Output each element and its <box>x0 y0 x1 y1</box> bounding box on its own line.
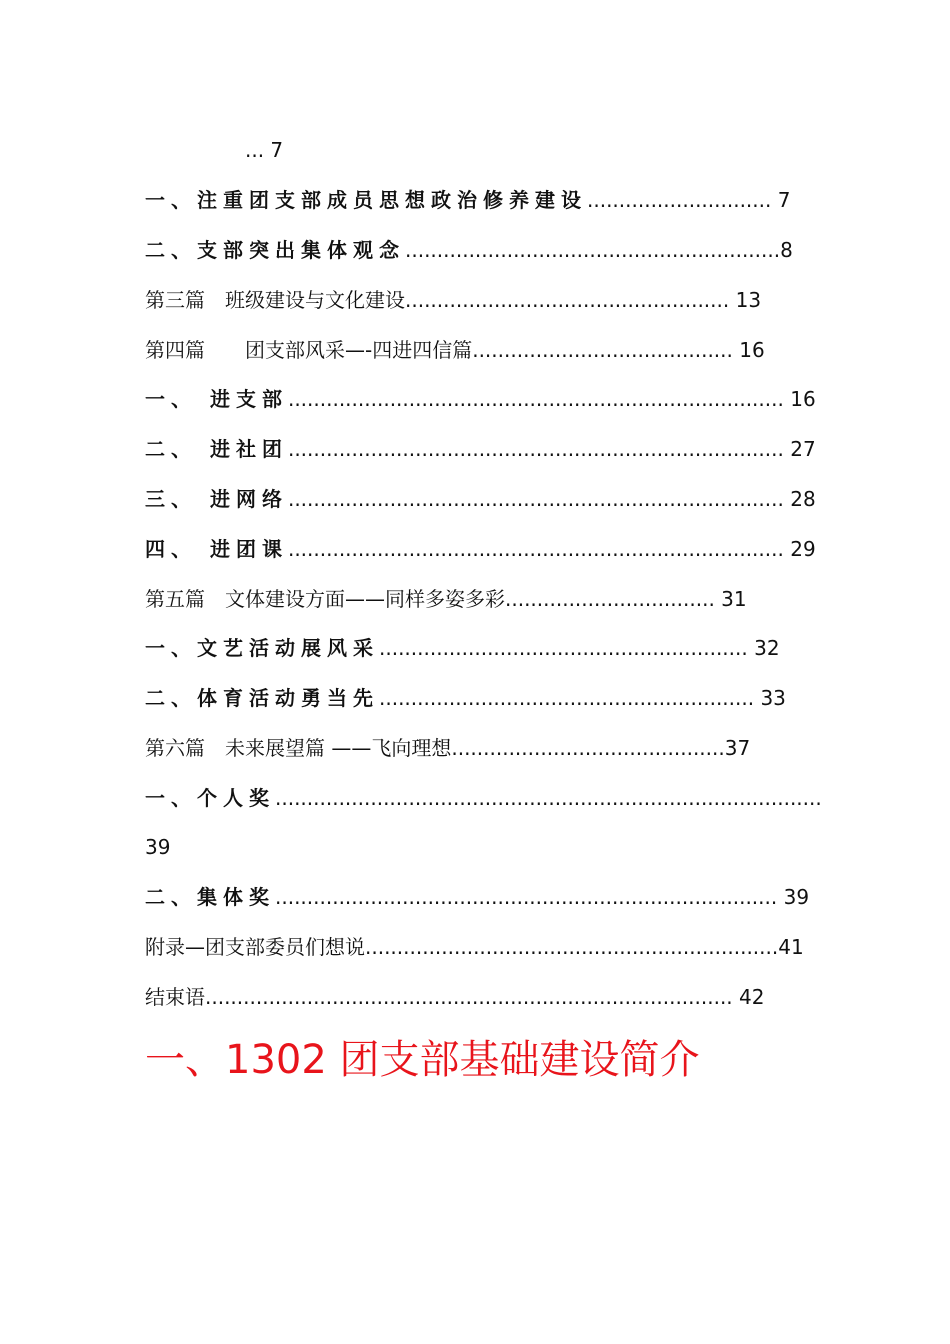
toc-leader-dots: ......................................... <box>472 338 733 362</box>
toc-leader-dots: ........................................... <box>451 736 725 760</box>
toc-leader-dots: ...................................................................................... <box>275 786 822 810</box>
toc-text: ... 7 <box>245 138 284 162</box>
toc-label: 一、 进支部 <box>145 387 288 411</box>
toc-entry[interactable] <box>145 783 822 813</box>
toc-label: 一、个人奖 <box>145 786 275 810</box>
toc-leader-dots: .............................................................................. <box>287 487 784 511</box>
toc-leader-dots: ............................................................................... <box>275 885 778 909</box>
toc-entry[interactable] <box>145 633 780 663</box>
toc-page-number: 13 <box>729 288 762 312</box>
toc-page-number: 29 <box>783 537 816 561</box>
toc-entry[interactable] <box>145 982 764 1012</box>
toc-page-number: 31 <box>714 587 747 611</box>
toc-page-number: 32 <box>747 636 780 660</box>
toc-leader-dots: ........................................................... <box>379 686 755 710</box>
toc-label: 结束语 <box>145 985 205 1009</box>
toc-continuation <box>145 832 170 862</box>
toc-page-number: 16 <box>783 387 816 411</box>
toc-label: 四、 进团课 <box>145 537 288 561</box>
toc-label: 二、体育活动勇当先 <box>145 686 379 710</box>
toc-leader-dots: ................................................................................... <box>205 985 733 1009</box>
toc-label: 二、 进社团 <box>145 437 288 461</box>
toc-leader-dots: .............................................................................. <box>287 387 784 411</box>
toc-entry[interactable] <box>145 434 816 464</box>
toc-entry[interactable] <box>145 335 765 365</box>
toc-entry[interactable] <box>145 882 809 912</box>
toc-leader-dots: ................................................................. <box>365 935 779 959</box>
toc-leader-dots: ............................. <box>587 188 772 212</box>
toc-entry[interactable] <box>145 285 761 315</box>
toc-entry[interactable] <box>145 932 804 962</box>
toc-label: 第三篇 班级建设与文化建设 <box>145 288 405 312</box>
toc-entry[interactable] <box>145 484 816 514</box>
toc-label: 三、 进网络 <box>145 487 288 511</box>
toc-page-number: 37 <box>724 736 751 760</box>
toc-continuation <box>245 135 283 165</box>
toc-label: 二、支部突出集体观念 <box>145 238 405 262</box>
toc-entry[interactable] <box>145 235 793 265</box>
toc-label: 第四篇 团支部风采—-四进四信篇 <box>145 338 473 362</box>
toc-page-number: 33 <box>754 686 786 710</box>
toc-label: 第五篇 文体建设方面——同样多姿多彩 <box>145 587 505 611</box>
toc-page-number: 7 <box>771 188 791 212</box>
toc-page-number: 42 <box>732 985 765 1009</box>
toc-leader-dots: ........................................................... <box>405 238 781 262</box>
toc-leader-dots: ................................. <box>505 587 715 611</box>
toc-leader-dots: .......................................................... <box>379 636 748 660</box>
toc-page-number: 8 <box>780 238 793 262</box>
toc-entry[interactable] <box>145 185 790 215</box>
toc-entry[interactable] <box>145 584 747 614</box>
toc-page-number: 27 <box>783 437 816 461</box>
toc-label: 二、集体奖 <box>145 885 275 909</box>
toc-page-number: 39 <box>777 885 810 909</box>
toc-page-number: 41 <box>778 935 804 959</box>
toc-entry[interactable] <box>145 733 750 763</box>
toc-leader-dots: ................................................... <box>405 288 730 312</box>
toc-label: 附录—团支部委员们想说 <box>145 935 365 959</box>
toc-label: 一、注重团支部成员思想政治修养建设 <box>145 188 587 212</box>
toc-page-number: 39 <box>145 835 171 859</box>
toc-leader-dots: .............................................................................. <box>287 537 784 561</box>
toc-page-number: 28 <box>783 487 816 511</box>
toc-entry[interactable] <box>145 534 816 564</box>
toc-leader-dots: .............................................................................. <box>287 437 784 461</box>
section-heading: 一、1302 团支部基础建设简介 <box>145 1037 700 1083</box>
toc-entry[interactable] <box>145 384 816 414</box>
toc-page-number: 16 <box>732 338 765 362</box>
toc-label: 一、文艺活动展风采 <box>145 636 379 660</box>
toc-label: 第六篇 未来展望篇 ——飞向理想 <box>145 736 452 760</box>
toc-entry[interactable] <box>145 683 786 713</box>
